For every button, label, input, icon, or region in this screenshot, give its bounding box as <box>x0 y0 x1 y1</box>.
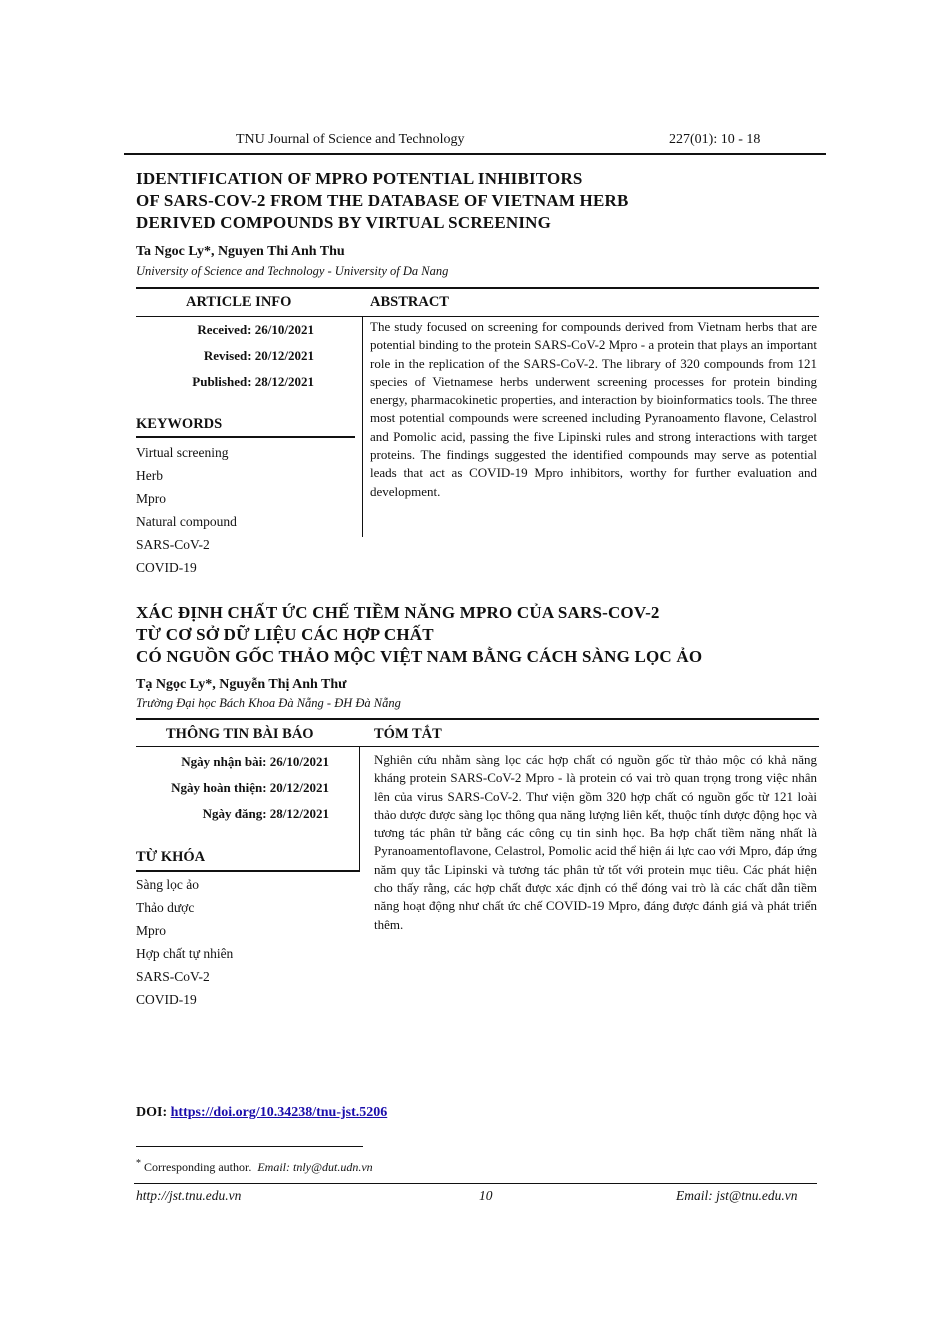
vietnamese-authors: Tạ Ngọc Ly*, Nguyễn Thị Anh Thư <box>136 677 347 692</box>
article-info-heading: ARTICLE INFO <box>186 294 292 310</box>
keywords-rule <box>136 436 355 438</box>
title-line: OF SARS-COV-2 FROM THE DATABASE OF VIETNAM HERB <box>136 191 629 210</box>
revised-date: Revised: 20/12/2021 <box>203 348 314 363</box>
footnote-text: Corresponding author. <box>144 1160 252 1174</box>
journal-volume: 227(01): 10 - 18 <box>669 132 761 147</box>
doi-line <box>136 1105 387 1121</box>
received-date: Ngày nhận bài: 26/10/2021 <box>181 754 329 769</box>
keyword-list <box>136 873 233 1011</box>
footnote-email: Email: tnly@dut.udn.vn <box>257 1160 373 1174</box>
section-rule-top <box>136 287 819 289</box>
title-line: IDENTIFICATION OF MPRO POTENTIAL INHIBITORS <box>136 169 583 188</box>
keyword: Herb <box>136 468 163 483</box>
doi-link[interactable]: https://doi.org/10.34238/tnu-jst.5206 <box>170 1105 388 1120</box>
received-date: Received: 26/10/2021 <box>197 322 314 337</box>
english-title <box>136 168 816 234</box>
keyword: Thảo dược <box>136 900 195 915</box>
page-number: 10 <box>479 1188 493 1203</box>
keywords-heading: KEYWORDS <box>136 416 223 432</box>
vietnamese-title <box>136 602 816 668</box>
title-line: TỪ CƠ SỞ DỮ LIỆU CÁC HỢP CHẤT <box>136 625 434 644</box>
keyword: Mpro <box>136 923 166 938</box>
article-info-heading: THÔNG TIN BÀI BÁO <box>166 726 314 742</box>
section-rule-mid <box>136 316 819 317</box>
english-affiliation: University of Science and Technology - University of Da Nang <box>136 264 449 278</box>
footer-rule <box>134 1183 817 1184</box>
keyword: Virtual screening <box>136 445 229 460</box>
keyword: SARS-CoV-2 <box>136 969 210 984</box>
footnote-rule <box>136 1146 363 1147</box>
keywords-heading: TỪ KHÓA <box>136 849 206 865</box>
vietnamese-abstract: Nghiên cứu nhằm sàng lọc các hợp chất có nguồn gốc từ thảo mộc có khả năng kháng protein SARS-CoV-2 Mpro - là protein có vai trò quan trọng trong việc nhân lên của virus SARS-CoV-2. Thư viện gồm 320 hợp chất có nguồn gốc từ 121 loài thảo dược được sàng lọc thông qua năng lượng liên kết, thuộc tính dược động học và tương tác phân tử bằng các công cụ tin sinh học. Ba hợp chất tiềm năng nhất là Pyranoamentoflavone, Celastrol, Pomolic acid thể hiện ái lực cao với Mpro, đáp ứng năm quy tắc Lipinski và tương tác phân tử tốt với protein mục tiêu. Các phát hiện cho thấy rằng, các hợp chất được xác định có thể đóng vai trò là các chất dẫn tiềm năng hoạt động như chất ức chế COVID-19 Mpro, đáng được đánh giá và phát triển thêm. <box>374 752 817 932</box>
title-line: CÓ NGUỒN GỐC THẢO MỘC VIỆT NAM BẰNG CÁCH SÀNG LỌC ẢO <box>136 647 703 666</box>
english-abstract: The study focused on screening for compounds derived from Vietnam herbs that are potential binding to the protein SARS-CoV-2 Mpro - a protein that plays an important role in the replication of the SARS-CoV-2. The library of 320 compounds from 121 species of Vietnamese herbs underwent screening processes for protein binding energy, pharmacokinetic properties, and interaction by bioinformatics tools. The three most potential compounds were screened including Pyranoamento flavone, Celastrol and Pomolic acid, passing the five Lipinski rules and strong interactions with target proteins. The findings suggested the identified compounds may serve as potential leads that act as COVID-19 Mpro inhibitors, worthy for further evaluation and development. <box>370 319 817 499</box>
column-divider <box>362 316 363 537</box>
title-line: XÁC ĐỊNH CHẤT ỨC CHẾ TIỀM NĂNG MPRO CỦA SARS-COV-2 <box>136 603 660 622</box>
column-divider <box>359 746 360 872</box>
keyword: Mpro <box>136 491 166 506</box>
english-authors: Ta Ngoc Ly*, Nguyen Thi Anh Thu <box>136 244 345 259</box>
doi-label: DOI: <box>136 1105 168 1120</box>
footnote <box>136 1158 373 1175</box>
section-rule-mid <box>136 746 819 747</box>
vietnamese-affiliation: Trường Đại học Bách Khoa Đà Nẵng - ĐH Đà Nẵng <box>136 696 401 710</box>
keyword: Hợp chất tự nhiên <box>136 946 234 961</box>
revised-date: Ngày hoàn thiện: 20/12/2021 <box>171 780 329 795</box>
keywords-rule <box>136 870 360 872</box>
keyword: COVID-19 <box>136 560 197 575</box>
published-date: Ngày đăng: 28/12/2021 <box>202 806 329 821</box>
keyword: SARS-CoV-2 <box>136 537 210 552</box>
keyword-list <box>136 441 237 579</box>
abstract-heading: ABSTRACT <box>370 294 449 310</box>
keyword: Natural compound <box>136 514 237 529</box>
footer-website: http://jst.tnu.edu.vn <box>136 1188 242 1203</box>
keyword: COVID-19 <box>136 992 197 1007</box>
footer-email: Email: jst@tnu.edu.vn <box>676 1188 798 1203</box>
header-rule <box>124 153 826 155</box>
keyword: Sàng lọc ảo <box>136 877 199 892</box>
journal-name: TNU Journal of Science and Technology <box>236 132 465 147</box>
abstract-heading: TÓM TẮT <box>374 726 442 742</box>
title-line: DERIVED COMPOUNDS BY VIRTUAL SCREENING <box>136 213 552 232</box>
footnote-marker: * <box>136 1158 141 1169</box>
section-rule-top <box>136 718 819 720</box>
published-date: Published: 28/12/2021 <box>192 374 314 389</box>
